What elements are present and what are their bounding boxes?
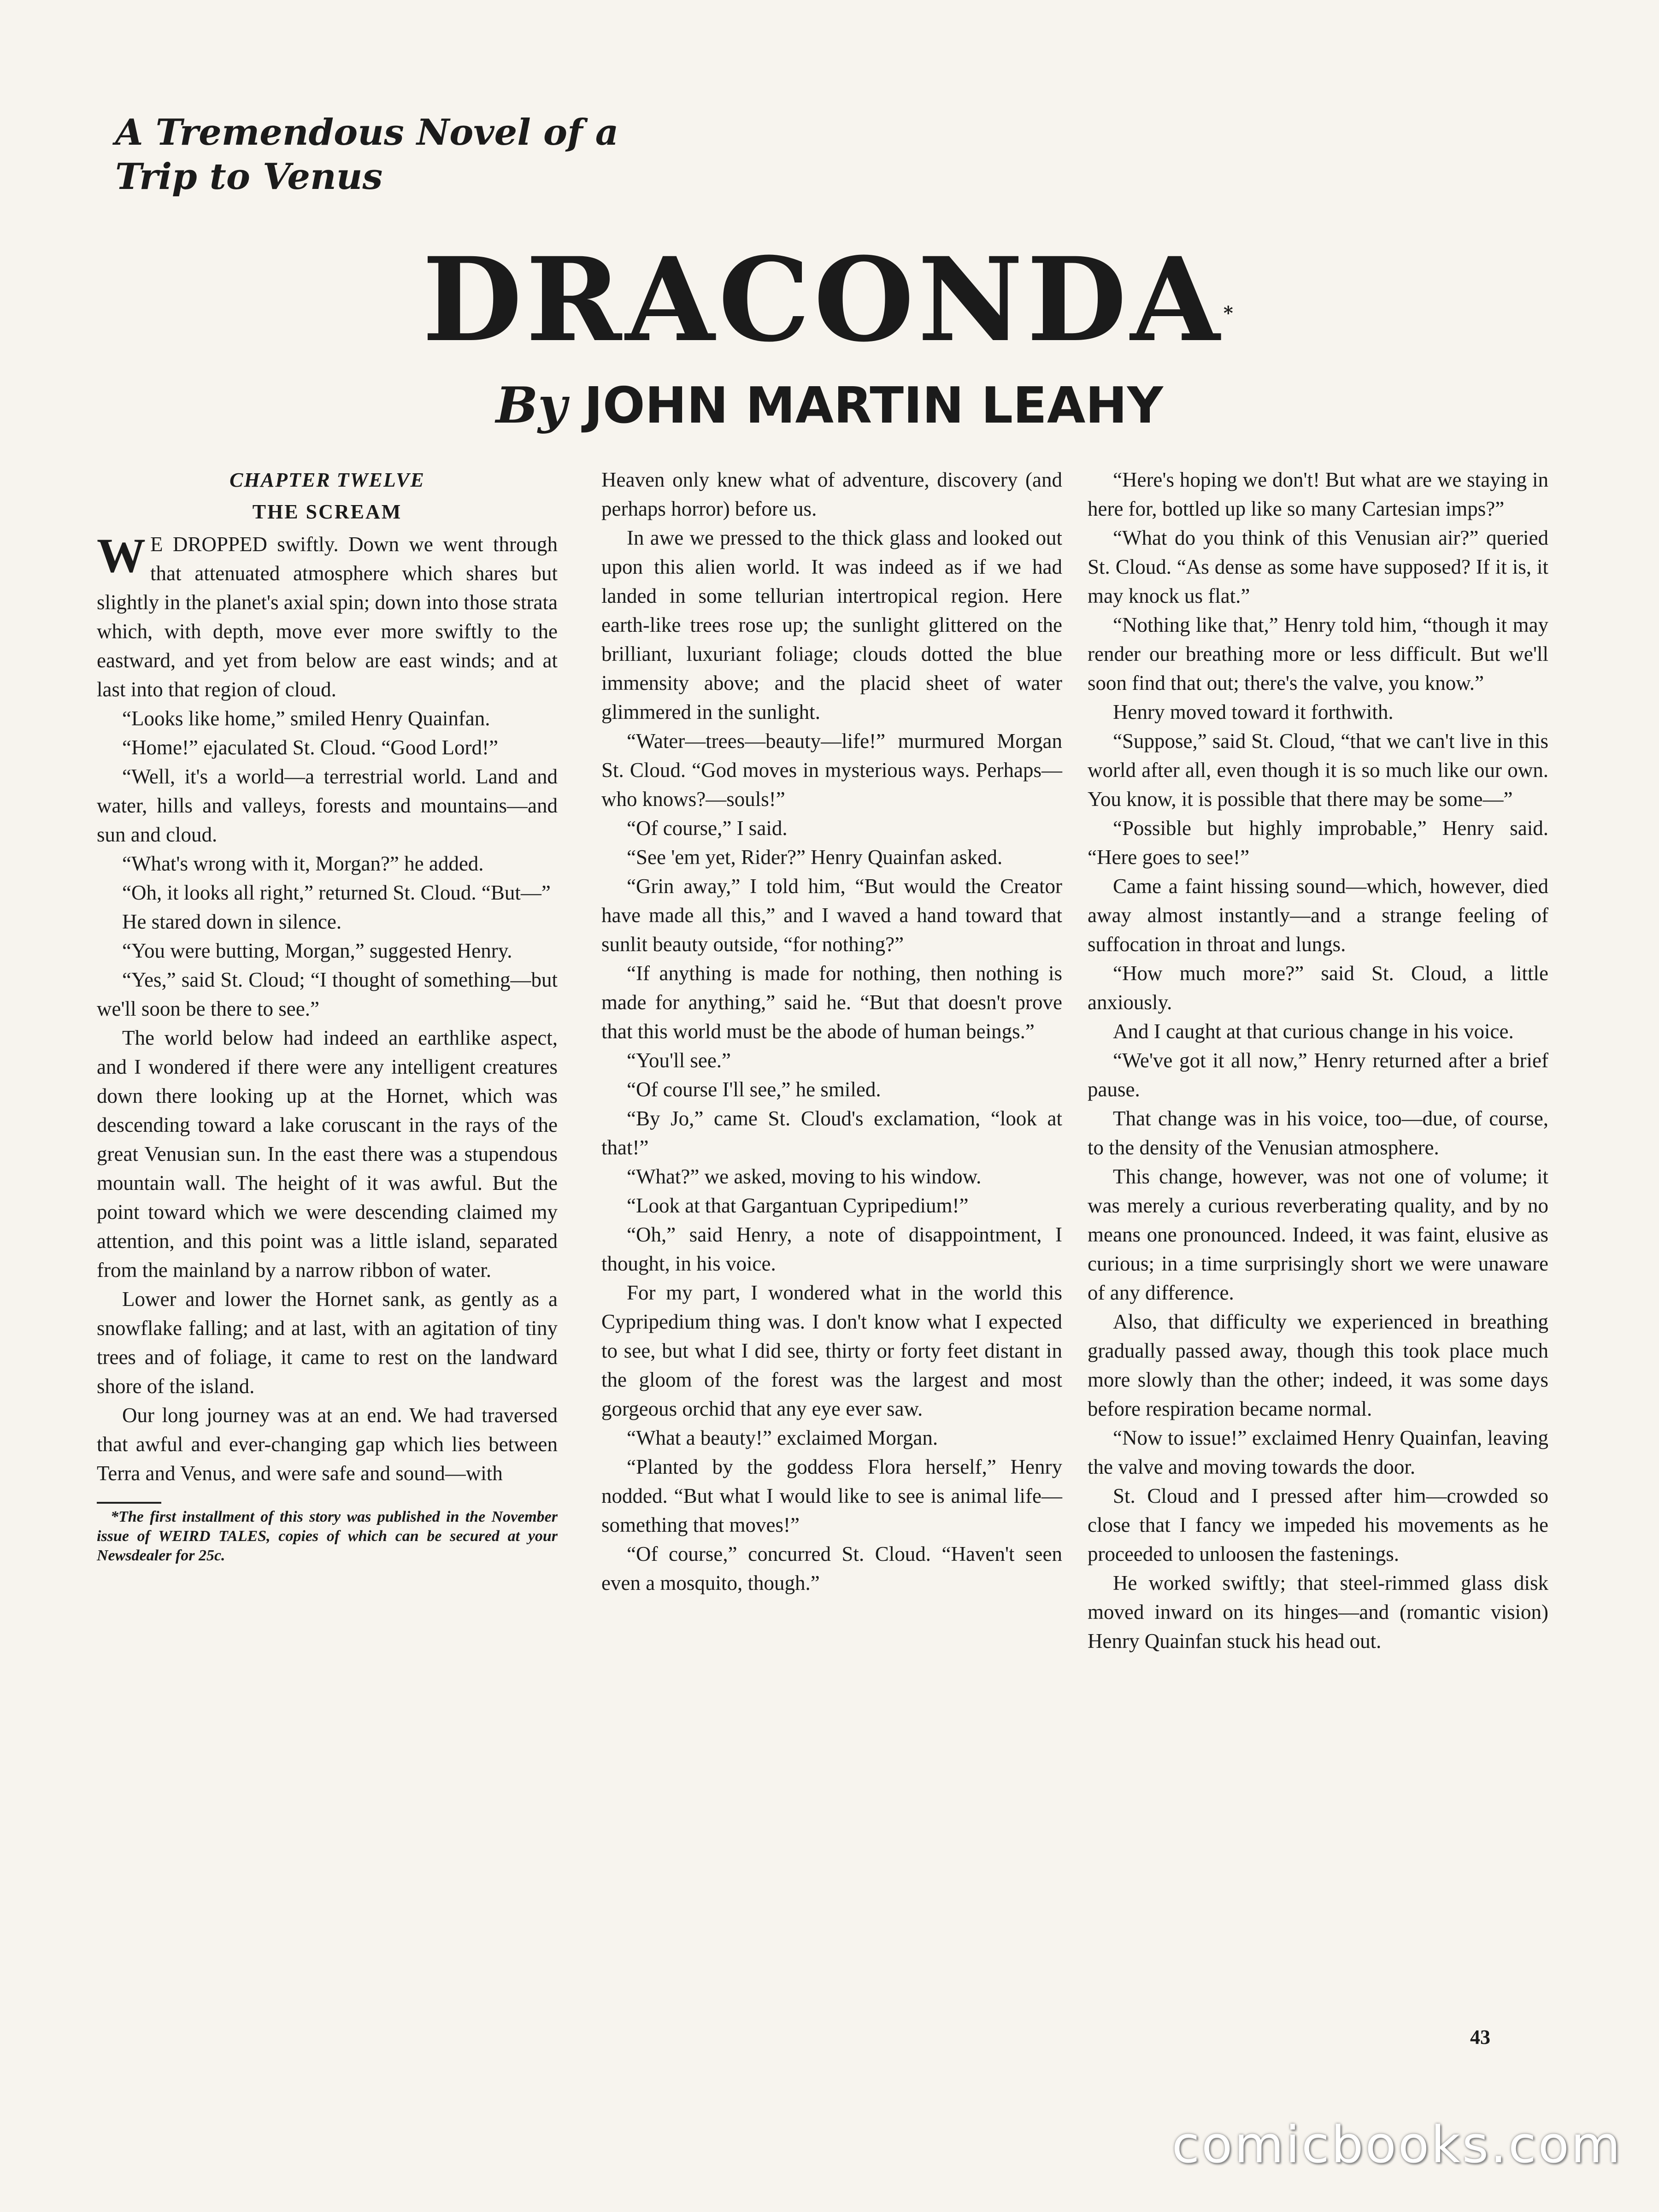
paragraph: Lower and lower the Hornet sank, as gently as a snowflake falling; and at last, with an agitation of tiny trees and of foliage, it came to rest on the landward shore of the island. <box>97 1288 558 1398</box>
footnote: *The first installment of this story was published in the November issue of WEIRD TALES, copies of which can be secured at your Newsdealer for 25c. <box>97 1508 558 1564</box>
paragraph: “Suppose,” said St. Cloud, “that we can't live in this world after all, even though it is so much like our own. You know, it is possible that there may be some—” <box>1088 729 1548 811</box>
paragraph: “Well, it's a world—a terrestrial world. Land and water, hills and valleys, forests and mountains—and sun and cloud. <box>97 765 558 846</box>
paragraph: And I caught at that curious change in his voice. <box>1113 1020 1514 1043</box>
paragraph: Heaven only knew what of adventure, discovery (and perhaps horror) before us. <box>601 468 1062 520</box>
text-column-3 <box>1088 465 1548 1656</box>
paragraph: “Oh, it looks all right,” returned St. Cloud. “But—” <box>122 881 551 904</box>
text-column-1 <box>97 465 558 1565</box>
paragraph: Henry moved toward it forthwith. <box>1113 700 1394 724</box>
chapter-heading: THE SCREAM <box>252 500 402 523</box>
paragraph: St. Cloud and I pressed after him—crowded so close that I fancy we impeded his movements as he proceeded to unloosen the fastenings. <box>1088 1484 1548 1565</box>
paragraph: Also, that difficulty we experienced in breathing gradually passed away, though this took place much more slowly than the other; indeed, it was some days before respiration became normal. <box>1088 1310 1548 1420</box>
paragraph: Our long journey was at an end. We had traversed that awful and ever-changing gap which lies between Terra and Venus, and were safe and sound—with <box>97 1404 558 1485</box>
paragraph: “Possible but highly improbable,” Henry said. “Here goes to see!” <box>1088 817 1548 869</box>
paragraph: In awe we pressed to the thick glass and looked out upon this alien world. It was indeed as if we had landed in some tellurian intertropical region. Here earth-like trees rose up; the sunlight glittered on the brilliant, luxuriant foliage; clouds dotted the blue immensity above; and the placid sheet of water glimmered in the sunlight. <box>601 526 1062 724</box>
byline-prefix: By <box>496 377 567 435</box>
paragraph: “See 'em yet, Rider?” Henry Quainfan asked. <box>627 846 1003 869</box>
paragraph: “We've got it all now,” Henry returned after a brief pause. <box>1088 1049 1548 1101</box>
paragraph: This change, however, was not one of volume; it was merely a curious reverberating quality, and by no means one pronounced. Indeed, it was faint, elusive as curious; in a time surprisingly short we were unaware of any difference. <box>1088 1165 1548 1304</box>
novel-tagline <box>115 111 618 199</box>
paragraph: “Of course,” concurred St. Cloud. “Haven't seen even a mosquito, though.” <box>601 1542 1062 1594</box>
paragraph: “You'll see.” <box>627 1049 731 1072</box>
paragraph: “Home!” ejaculated St. Cloud. “Good Lord!” <box>122 736 498 759</box>
footnote-divider <box>97 1502 161 1504</box>
paragraph: “Grin away,” I told him, “But would the Creator have made all this,” and I waved a hand toward that sunlit beauty outside, “for nothing?” <box>601 875 1062 956</box>
paragraph: “What's wrong with it, Morgan?” he added. <box>122 852 484 875</box>
paragraph: “Of course,” I said. <box>627 817 788 840</box>
story-title <box>0 230 1659 369</box>
paragraph: “What do you think of this Venusian air?” queried St. Cloud. “As dense as some have supposed? If it is, it may knock us flat.” <box>1088 526 1548 607</box>
paragraph: That change was in his voice, too—due, of course, to the density of the Venusian atmosphere. <box>1088 1107 1548 1159</box>
byline-author: JOHN MARTIN LEAHY <box>584 377 1163 435</box>
paragraph: Came a faint hissing sound—which, however, died away almost instantly—and a strange feeling of suffocation in throat and lungs. <box>1088 875 1548 956</box>
text-column-2 <box>601 465 1062 1598</box>
drop-cap: W <box>97 529 146 582</box>
opening-paragraph-text: E DROPPED swiftly. Down we went through that attenuated atmosphere which shares but slightly in the planet's axial spin; down into those strata which, with depth, move ever more swiftly to the eastward, and yet from below are east winds; and at last into that region of cloud. <box>97 533 558 701</box>
byline <box>0 373 1659 438</box>
site-watermark: comicbooks.com <box>1171 2115 1622 2174</box>
paragraph: “Looks like home,” smiled Henry Quainfan. <box>122 707 490 730</box>
paragraph: “If anything is made for nothing, then nothing is made for anything,” said he. “But that doesn't prove that this world must be the abode of human beings.” <box>601 962 1062 1043</box>
paragraph: He stared down in silence. <box>122 910 342 933</box>
paragraph: “Oh,” said Henry, a note of disappointment, I thought, in his voice. <box>601 1223 1062 1275</box>
tagline-line-1: A Tremendous Novel of a <box>115 112 619 153</box>
paragraph: “Of course I'll see,” he smiled. <box>627 1078 881 1101</box>
paragraph: He worked swiftly; that steel-rimmed glass disk moved inward on its hinges—and (romantic vision) Henry Quainfan stuck his head out. <box>1088 1571 1548 1653</box>
paragraph: For my part, I wondered what in the world this Cypripedium thing was. I don't know what I expected to see, but what I did see, thirty or forty feet distant in the gloom of the forest was the largest and most gorgeous orchid that any eye ever saw. <box>601 1281 1062 1420</box>
paragraph: “By Jo,” came St. Cloud's exclamation, “look at that!” <box>601 1107 1062 1159</box>
paragraph: “Planted by the goddess Flora herself,” Henry nodded. “But what I would like to see is animal life—something that moves!” <box>601 1455 1062 1536</box>
paragraph: “What a beauty!” exclaimed Morgan. <box>627 1426 938 1449</box>
opening-paragraph <box>97 530 558 704</box>
paragraph: “What?” we asked, moving to his window. <box>627 1165 982 1188</box>
paragraph: “How much more?” said St. Cloud, a little anxiously. <box>1088 962 1548 1014</box>
chapter-number: CHAPTER TWELVE <box>229 469 425 491</box>
paragraph: “Yes,” said St. Cloud; “I thought of something—but we'll soon be there to see.” <box>97 968 558 1020</box>
paragraph: “You were butting, Morgan,” suggested Henry. <box>122 939 512 962</box>
paragraph: “Water—trees—beauty—life!” murmured Morgan St. Cloud. “God moves in mysterious ways. Perhaps—who knows?—souls!” <box>601 729 1062 811</box>
page-number: 43 <box>1470 2026 1490 2048</box>
paragraph: The world below had indeed an earthlike aspect, and I wondered if there were any intelligent creatures down there looking up at the Hornet, which was descending toward a lake coruscant in the rays of the great Venusian sun. In the east there was a stupendous mountain wall. The height of it was awful. But the point toward which we were descending claimed my attention, and this point was a little island, separated from the mainland by a narrow ribbon of water. <box>97 1026 558 1282</box>
paragraph: “Nothing like that,” Henry told him, “though it may render our breathing more or less difficult. But we'll soon find that out; there's the valve, you know.” <box>1088 613 1548 694</box>
paragraph: “Now to issue!” exclaimed Henry Quainfan, leaving the valve and moving towards the door. <box>1088 1426 1548 1478</box>
tagline-line-2: Trip to Venus <box>115 156 383 198</box>
paragraph: “Here's hoping we don't! But what are we staying in here for, bottled up like so many Cartesian imps?” <box>1088 468 1548 520</box>
title-footnote-mark: * <box>1223 302 1237 324</box>
story-title-text: DRACONDA <box>422 232 1224 367</box>
paragraph: “Look at that Gargantuan Cypripedium!” <box>627 1194 969 1217</box>
